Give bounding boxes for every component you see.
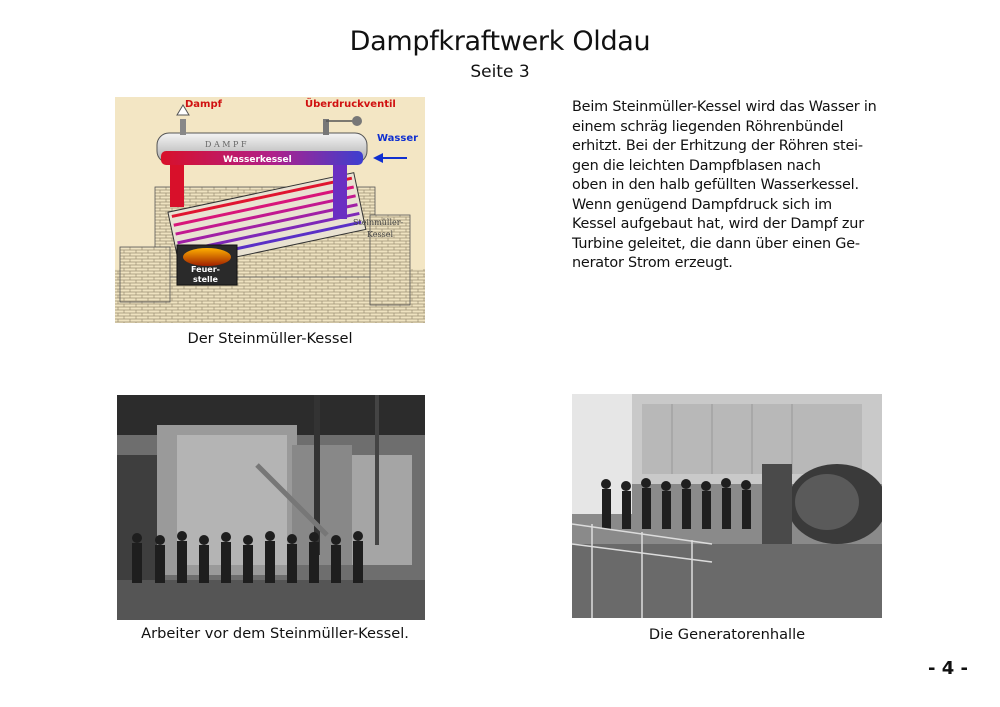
label-fire-1: Feuer- bbox=[191, 265, 220, 274]
label-steam: Dampf bbox=[185, 99, 222, 110]
page-subtitle: Seite 3 bbox=[470, 62, 530, 82]
description-text: Beim Steinmüller-Kessel wird das Wasser in einem schräg liegenden Röhrenbündel erhitzt. Bei der Erhitzung der Röhren stei- gen die leichten Dampfblasen nach oben in den halb gefüllten Wasserkessel. Wenn genügend Dampfdruck sich im Kessel aufgebaut hat, wird der Dampf zur Turbine geleitet, die dann über einen Ge- nerator Strom erzeugt. bbox=[572, 99, 877, 271]
label-water: Wasser bbox=[377, 133, 419, 144]
label-boiler-2: Kessel bbox=[367, 230, 393, 239]
page-number: - 4 - bbox=[928, 658, 968, 679]
page-title: Dampfkraftwerk Oldau bbox=[349, 26, 651, 57]
photo-generator-hall bbox=[572, 394, 882, 618]
label-drum: Wasserkessel bbox=[223, 155, 292, 165]
generator-hall-caption: Die Generatorenhalle bbox=[648, 626, 806, 643]
label-drum-top: D A M P F bbox=[205, 140, 247, 149]
label-valve: Überdruckventil bbox=[305, 99, 396, 110]
boiler-diagram bbox=[115, 97, 425, 323]
label-boiler-1: Steinmüller- bbox=[353, 218, 404, 227]
diagram-caption: Der Steinmüller-Kessel bbox=[187, 330, 353, 347]
photo-workers bbox=[117, 395, 425, 620]
label-fire-2: stelle bbox=[193, 275, 218, 284]
workers-caption: Arbeiter vor dem Steinmüller-Kessel. bbox=[141, 625, 409, 642]
